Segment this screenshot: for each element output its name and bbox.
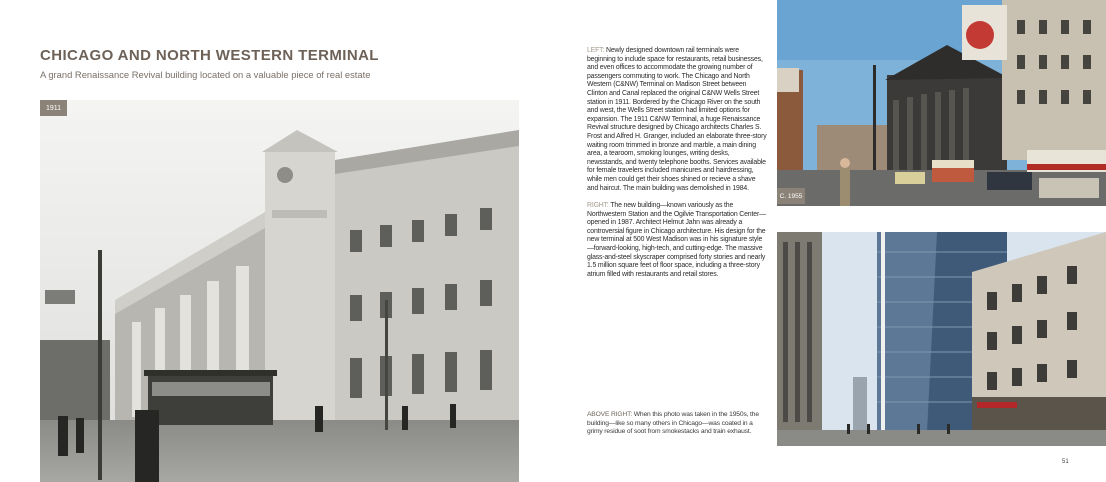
page-title: CHICAGO AND NORTH WESTERN TERMINAL bbox=[40, 47, 379, 64]
photo-year-badge-top: C. 1955 bbox=[777, 188, 805, 204]
terminal-1950s-photo bbox=[777, 0, 1106, 206]
paragraph-lead-left: LEFT: bbox=[587, 47, 605, 54]
photo-caption bbox=[587, 411, 765, 437]
paragraph-left bbox=[587, 47, 767, 193]
terminal-1911-photo bbox=[40, 100, 519, 482]
paragraph-body-left: Newly designed downtown rail terminals were beginning to include space for restaurants, retail businesses, and even offices to accommodate the growing number of passengers commuting to work. The Chicago and North Western (C&NW) Terminal on Madison Street between Clinton and Canal replaced the original C&NW Wells Street station in 1911. Bordered by the Chicago River on the south and west, the Wells Street station had limited options for expansion. The 1911 C&NW Terminal, a huge Renaissance Revival structure designed by Chicago architects Charles S. Frost and Alfred H. Granger, included an elaborate three-story waiting room trimmed in bronze and marble, a main dining area, a tearoom, smoking lounges, writing desks, newsstands, and twenty telephone booths. Services available for female travelers included manicures and hairdressing, while men could get their shoes shined or recieve a shave and haircut. The main building was demolished in 1984. bbox=[587, 47, 767, 192]
page-number: 51 bbox=[1062, 459, 1069, 465]
paragraph-lead-right: RIGHT: bbox=[587, 202, 609, 210]
caption-body: When this photo was taken in the 1950s, the building—like so many others in Chicago—was coated in a grimy residue of soot from smokestacks and train exhaust. bbox=[587, 411, 759, 435]
photo-year-badge: 1911 bbox=[40, 100, 67, 116]
page-subtitle: A grand Renaissance Revival building located on a valuable piece of real estate bbox=[40, 69, 371, 80]
body-text-column bbox=[587, 47, 767, 288]
caption-lead: ABOVE RIGHT: bbox=[587, 411, 633, 418]
ogilvie-center-photo bbox=[777, 232, 1106, 446]
paragraph-body-right: The new building—known variously as the Northwestern Station and the Ogilvie Transportation Center—opened in 1987. Architect Helmut Jahn was already a controversial figure in Chicago architecture. His design for the new terminal at 500 West Madison was in his signature style—forward-looking, high-tech, and cutting-edge. The massive glass-and-steel skyscraper comprised forty stories and nearly 1.5 million square feet of floor space, including a three-story atrium filled with restaurants and retail stores. bbox=[587, 202, 766, 278]
paragraph-right bbox=[587, 202, 767, 279]
